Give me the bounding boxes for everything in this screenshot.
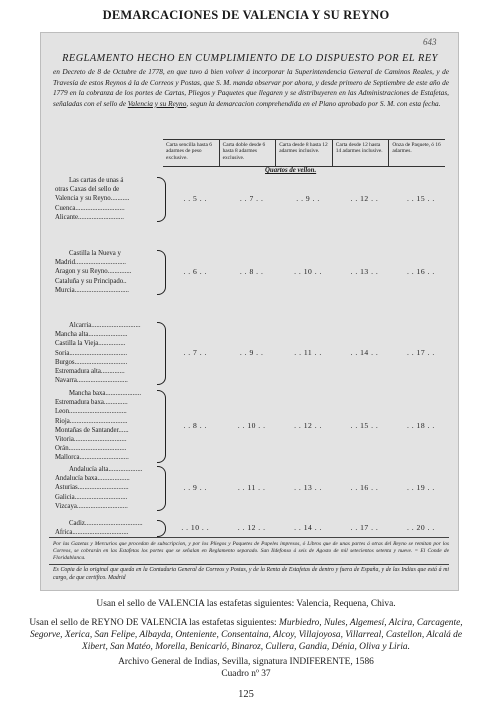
place-list <box>55 321 157 385</box>
place-name: Cadiz.................................. <box>69 520 143 527</box>
place-list <box>55 389 157 463</box>
rate-value: . . 14 . . <box>294 523 322 533</box>
place-name: Mancha baxa..................... <box>69 390 142 397</box>
rate-row <box>167 483 449 492</box>
page-header: DEMARCACIONES DE VALENCIA Y SU REYNO <box>102 8 390 22</box>
rate-value: . . 17 . . <box>406 348 435 358</box>
place-name: Alicante........................... <box>55 213 124 221</box>
place-name: Rioja.................................. <box>55 417 128 425</box>
rate-value: . . 9 . . <box>296 194 320 203</box>
rate-header-1: Carta sencilla hasta 6 adarmes de peso exclusive. <box>166 142 212 161</box>
divider-rule <box>49 564 449 565</box>
place-name: Soria.................................. <box>55 349 128 357</box>
place-name: Aragon y su Reyno.............. <box>55 268 132 276</box>
footnote: Por las Gazetas y Mercurios que procedan de subscripcion, y por los Pliegos y Paquetes de Papeles impresos, ó Libros que de unas partes á otras del Reyno se remitan por los Correos, se cobrarán en las Estafetas los portes que se señalan en Reglamento separado. San Ildefonso á seis de Agosto de mil setecientos setenta y nueve. = El Conde de Floridablanca. <box>53 541 449 562</box>
rate-value: . . 12 . . <box>350 194 379 203</box>
rate-value: . . 19 . . <box>406 483 435 492</box>
place-name: Orán.................................. <box>55 445 127 453</box>
place-name: Vizcaya.............................. <box>55 502 128 510</box>
place-name: Valencia y su Reyno........... <box>55 195 130 203</box>
rate-value: . . 11 . . <box>294 348 322 358</box>
place-name: Madrid.............................. <box>55 259 126 267</box>
rate-value: . . 8 . . <box>239 267 264 276</box>
place-name: Vitoria............................... <box>55 436 127 444</box>
handwritten-note: 643 <box>423 37 437 47</box>
place-name: Estremadura baxa.............. <box>55 399 128 407</box>
rate-value: . . 13 . . <box>294 483 322 492</box>
place-name: Leon.................................. <box>55 408 127 416</box>
caption-line-2 <box>20 617 472 653</box>
caption-line-1: Usan el sello de VALENCIA las estafetas siguientes: Valencia, Requena, Chiva. <box>96 599 396 609</box>
rate-value: . . 16 . . <box>350 483 379 492</box>
rate-row <box>167 523 449 532</box>
place-name: Castilla la Vieja................ <box>55 340 126 348</box>
rate-group <box>55 465 447 511</box>
rate-value: . . 13 . . <box>350 267 379 276</box>
place-name: Mallorca............................. <box>55 454 129 462</box>
caption-estafetas-list: Murbiedro, Nules, Algemesí, Alcira, Carcagente, Segorve, Xerica, San Felipe, Albayda, Onteniente, Consentaina, Alcoy, Villajoyosa, Villarreal, Castellon, Alcalá de Xibert, San Matéo, Morella, Benicarló, Binaroz, Cullera, Gandia, Dénia, Oliva y Liria. <box>29 618 463 652</box>
rate-table-header <box>163 139 445 167</box>
rate-row <box>167 194 449 203</box>
rate-value: . . 6 . . <box>183 267 207 276</box>
place-name: Africa................................. <box>55 529 129 537</box>
group-brace <box>157 466 166 511</box>
document-plate <box>40 32 459 591</box>
place-name: Las cartas de unas á <box>69 177 124 184</box>
currency-subheader: Quartos de vellon. <box>265 167 317 174</box>
copy-certification: Es Copia de la original que queda en la Contaduria General de Correos y Postas, y de la Renta de Estafetas de dentro y fuera de España, y de las Indias que está á mi cargo, de que certifico. Madrid <box>53 567 449 581</box>
rate-value: . . 9 . . <box>183 483 207 492</box>
place-name: Burgos............................... <box>55 358 128 366</box>
rate-header-4: Carta desde 12 hasta 14 adarmes inclusive. <box>332 140 389 166</box>
regulation-seal-name: Valencia y su Reyno <box>127 98 187 108</box>
rate-group <box>55 249 447 295</box>
place-name: Asturias.............................. <box>55 484 129 492</box>
place-name: Andalucía alta.................... <box>69 466 143 473</box>
rate-value: . . 16 . . <box>406 267 435 276</box>
place-list <box>55 176 157 222</box>
rate-value: . . 9 . . <box>239 348 264 358</box>
group-brace <box>157 177 166 222</box>
regulation-title: REGLAMENTO HECHO EN CUMPLIMIENTO DE LO DISPUESTO POR EL REY <box>62 53 438 64</box>
caption-archive: Archivo General de Indias, Sevilla, signatura INDIFERENTE, 1586 <box>118 657 374 667</box>
rate-row <box>167 421 449 430</box>
rate-group <box>55 321 447 385</box>
rate-value: . . 8 . . <box>183 420 207 430</box>
rate-value: . . 12 . . <box>294 420 322 430</box>
rate-value: . . 10 . . <box>237 420 266 430</box>
rate-header-3: Carta desde 8 hasta 12 adarmes inclusive. <box>275 140 332 166</box>
rate-value: . . 10 . . <box>181 523 210 533</box>
place-name: otras Caxas del sello de <box>55 186 120 194</box>
place-name: Estremadura alta.............. <box>55 368 125 376</box>
place-name: Andalucía baxa................... <box>55 475 130 483</box>
rate-group <box>55 519 447 537</box>
regulation-body-part-1: en Decreto de 8 de Octubre de 1778, en que tuvo á bien volver á incorporar la Superintendencia General de Caminos Reales, y de Travesía de estos Reynos á la de Correos y Postas, que S. M. manda observar por ahora, y desde primero de Septiembre de este año de 1779 en la cobranza de los portes de Cartas, Pliegos y Paquetes que llegaren y se distribuyeren en las Administraciones de Estafetas, señaladas con el sello de <box>53 67 449 108</box>
rate-value: . . 5 . . <box>183 194 207 203</box>
place-name: Galicia............................... <box>55 493 128 501</box>
rate-header-2: Carta doble desde 6 hasta 8 adarmes exclusive. <box>219 140 276 166</box>
rate-header-5: Onza de Paquete, ó 16 adarmes. <box>388 140 445 166</box>
place-name: Navarra.............................. <box>55 377 128 385</box>
caption-table-number: Cuadro nº 37 <box>221 669 271 679</box>
regulation-body <box>53 67 449 109</box>
rate-group <box>55 389 447 463</box>
rate-value: . . 12 . . <box>237 523 266 533</box>
rate-value: . . 14 . . <box>350 348 379 358</box>
group-brace <box>157 390 166 463</box>
rate-value: . . 7 . . <box>183 348 207 358</box>
rate-row <box>167 348 449 357</box>
place-name: Cuenca............................. <box>55 204 125 212</box>
rate-value: . . 10 . . <box>294 267 322 276</box>
page-number: 125 <box>238 689 254 700</box>
place-list <box>55 249 157 295</box>
place-name: Cataluña y su Principado.. <box>55 277 127 285</box>
rate-value: . . 17 . . <box>350 523 379 533</box>
rate-value: . . 18 . . <box>406 420 435 430</box>
group-brace <box>157 250 166 295</box>
rate-value: . . 15 . . <box>350 420 379 430</box>
place-list <box>55 519 157 537</box>
place-name: Alcarria............................. <box>69 322 141 329</box>
rate-group <box>55 176 447 222</box>
rate-value: . . 7 . . <box>239 194 264 203</box>
group-brace <box>157 520 166 537</box>
caption-line-2-prefix: Usan el sello de REYNO DE VALENCIA las estafetas siguientes: <box>29 618 280 628</box>
group-brace <box>157 322 166 385</box>
regulation-body-part-2: , segun la demarcacion comprehendida en el Plano aprobado por S. M. con esta fecha. <box>186 98 441 108</box>
place-name: Mancha alta....................... <box>55 331 128 339</box>
rate-value: . . 11 . . <box>237 483 266 492</box>
rate-row <box>167 267 449 276</box>
rate-value: . . 15 . . <box>406 194 435 203</box>
place-name: Murcia................................ <box>55 286 130 294</box>
place-name: Montañas de Santander...... <box>55 426 129 434</box>
rate-value: . . 20 . . <box>406 523 435 533</box>
place-name: Castilla la Nueva y <box>69 250 121 257</box>
divider-rule <box>49 537 449 538</box>
place-list <box>55 465 157 511</box>
